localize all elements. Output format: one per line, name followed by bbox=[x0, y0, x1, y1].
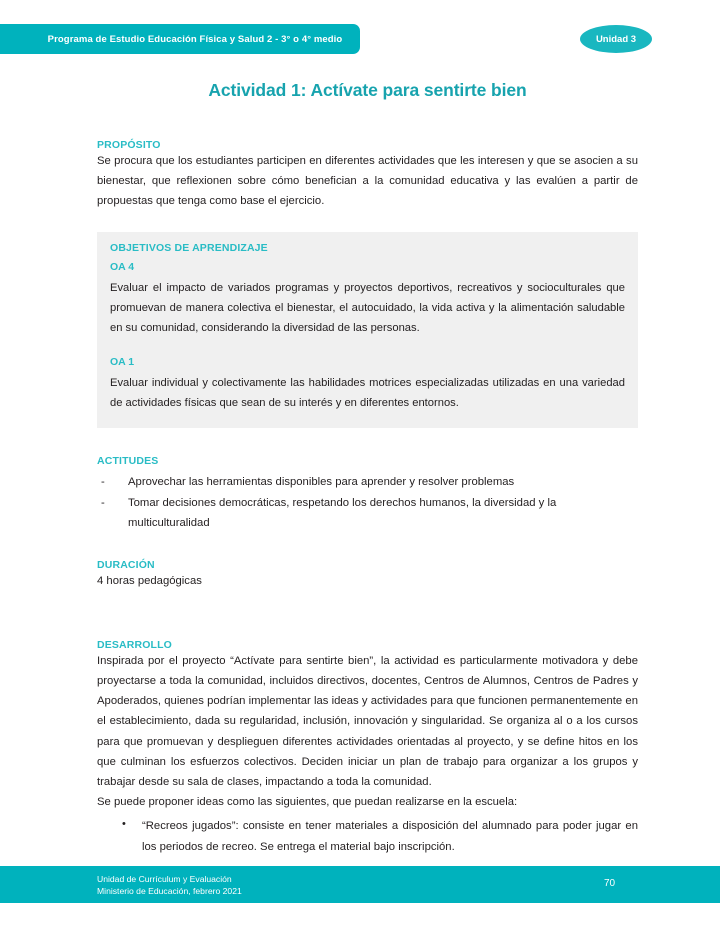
page-title: Actividad 1: Actívate para sentirte bien bbox=[208, 80, 527, 100]
page-content bbox=[97, 0, 638, 857]
objetivo-item bbox=[110, 261, 625, 338]
footer-line-1: Unidad de Currículum y Evaluación bbox=[97, 874, 232, 884]
objetivo-text: Evaluar individual y colectivamente las habilidades motrices especializadas utilizadas en una variedad de actividades físicas que sean de su interés y en diferentes entornos. bbox=[110, 377, 625, 410]
list-item-label: “Recreos jugados”: consiste en tener materiales a disposición del alumnado para poder jugar en los periodos de recreo. Se entrega el material bajo inscripción. bbox=[142, 820, 638, 853]
section-heading-actitudes: ACTITUDES bbox=[97, 455, 159, 468]
dash-marker-icon: - bbox=[101, 476, 105, 489]
unit-badge-label: Unidad 3 bbox=[595, 33, 637, 45]
header-program-label: Programa de Estudio Educación Física y Salud 2 - 3° o 4° medio bbox=[47, 33, 343, 45]
objetivo-code: OA 4 bbox=[110, 260, 135, 273]
list-item bbox=[97, 494, 638, 533]
objetivo-code: OA 1 bbox=[110, 356, 135, 369]
desarrollo-paragraph-2: Se puede proponer ideas como las siguientes, que puedan realizarse en la escuela: bbox=[97, 796, 518, 809]
desarrollo-bullet-list bbox=[97, 816, 638, 856]
bullet-marker-icon: • bbox=[122, 818, 126, 831]
objetivos-box bbox=[97, 232, 638, 429]
list-item-label: Tomar decisiones democráticas, respetando los derechos humanos, la diversidad y la multiculturalidad bbox=[128, 497, 557, 529]
objetivo-text: Evaluar el impacto de variados programas y proyectos deportivos, recreativos y socioculturales que promuevan de manera colectiva el bienestar, el autocuidado, la vida activa y la alimentación saludable en su comunidad, considerando la diversidad de las personas. bbox=[110, 281, 625, 334]
list-item bbox=[97, 473, 638, 493]
list-item-label: Aprovechar las herramientas disponibles para aprender y resolver problemas bbox=[128, 476, 515, 489]
dash-marker-icon: - bbox=[101, 497, 105, 510]
actitudes-list bbox=[97, 473, 638, 533]
section-heading-proposito: PROPÓSITO bbox=[97, 139, 161, 151]
list-item bbox=[97, 816, 638, 856]
desarrollo-paragraph-1: Inspirada por el proyecto “Actívate para sentirte bien”, la actividad es particularmente motivadora y debe proyectarse a toda la comunidad, incluidos directivos, docentes, Centros de Alumnos, Centros de Padres y Apoderados, quienes podrían implementar las ideas y actividades para que funcionen permanentemente en el establecimiento, dada su regularidad, inclusión, innovación y singularidad. Se organiza al o a los cursos para que promuevan y desplieguen diferentes actividades orientadas al proyecto, y se define hitos en los que culminan los esfuerzos colectivos. Deciden iniciar un plan de trabajo para organizar a los grupos y trabajar desde su sala de clases, impactando a toda la comunidad. bbox=[97, 654, 638, 788]
objetivo-item bbox=[110, 356, 625, 413]
section-heading-desarrollo: DESARROLLO bbox=[97, 638, 172, 651]
page-number: 70 bbox=[604, 878, 616, 889]
section-heading-duracion: DURACIÓN bbox=[97, 559, 155, 572]
footer-credits bbox=[97, 873, 242, 898]
proposito-text: Se procura que los estudiantes participen en diferentes actividades que les interesen y que se asocien a su bienestar, que reflexionen sobre cómo benefician a la comunidad educativa y las evalúen a partir de propuestas que tenga como base el ejercicio. bbox=[97, 155, 638, 208]
duracion-text: 4 horas pedagógicas bbox=[97, 575, 202, 588]
section-heading-objetivos: OBJETIVOS DE APRENDIZAJE bbox=[110, 241, 268, 254]
footer-line-2: Ministerio de Educación, febrero 2021 bbox=[97, 886, 242, 897]
footer-band bbox=[0, 866, 720, 903]
